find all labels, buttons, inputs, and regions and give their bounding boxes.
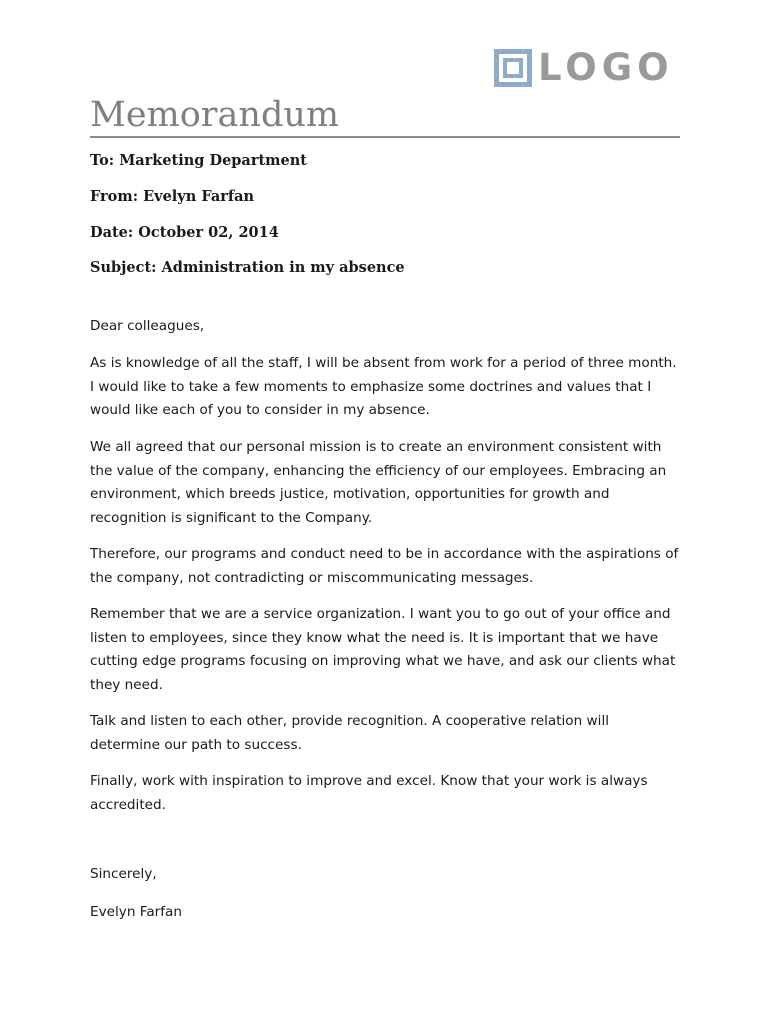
title-divider [90,136,680,138]
body-paragraph: Remember that we are a service organization. I want you to go out of your office and listen to employees, since they know what the need is. It is important that we have cutting edge programs focusing on improving what we have, and ask our clients what they need. [90,606,676,693]
memo-to: To: Marketing Department [90,152,307,169]
memo-from: From: Evelyn Farfan [90,188,255,205]
logo-mark-icon [494,49,532,87]
closing: Sincerely, [90,866,157,882]
greeting: Dear colleagues, [90,318,205,334]
page-title: Memorandum [90,95,340,135]
logo-text: LOGO [538,46,674,89]
body-paragraph: We all agreed that our personal mission is to create an environment consistent with the value of the company, enhancing the efficiency of our employees. Embracing an environment, which breeds justice, motivation, opportunities for growth and recognition is significant to the Company. [90,439,667,526]
body-paragraph: Therefore, our programs and conduct need to be in accordance with the aspirations of the company, not contradicting or miscommunicating messages. [90,546,679,586]
company-logo [494,48,674,88]
memo-subject: Subject: Administration in my absence [90,259,405,276]
body-paragraph: Finally, work with inspiration to improve and excel. Know that your work is always accredited. [90,773,648,813]
memo-date: Date: October 02, 2014 [90,224,279,241]
body-paragraph: As is knowledge of all the staff, I will be absent from work for a period of three month. I would like to take a few moments to emphasize some doctrines and values that I would like each of you to consider in my absence. [90,355,677,418]
body-paragraph: Talk and listen to each other, provide recognition. A cooperative relation will determine our path to success. [90,713,610,753]
signature-name: Evelyn Farfan [90,904,182,920]
